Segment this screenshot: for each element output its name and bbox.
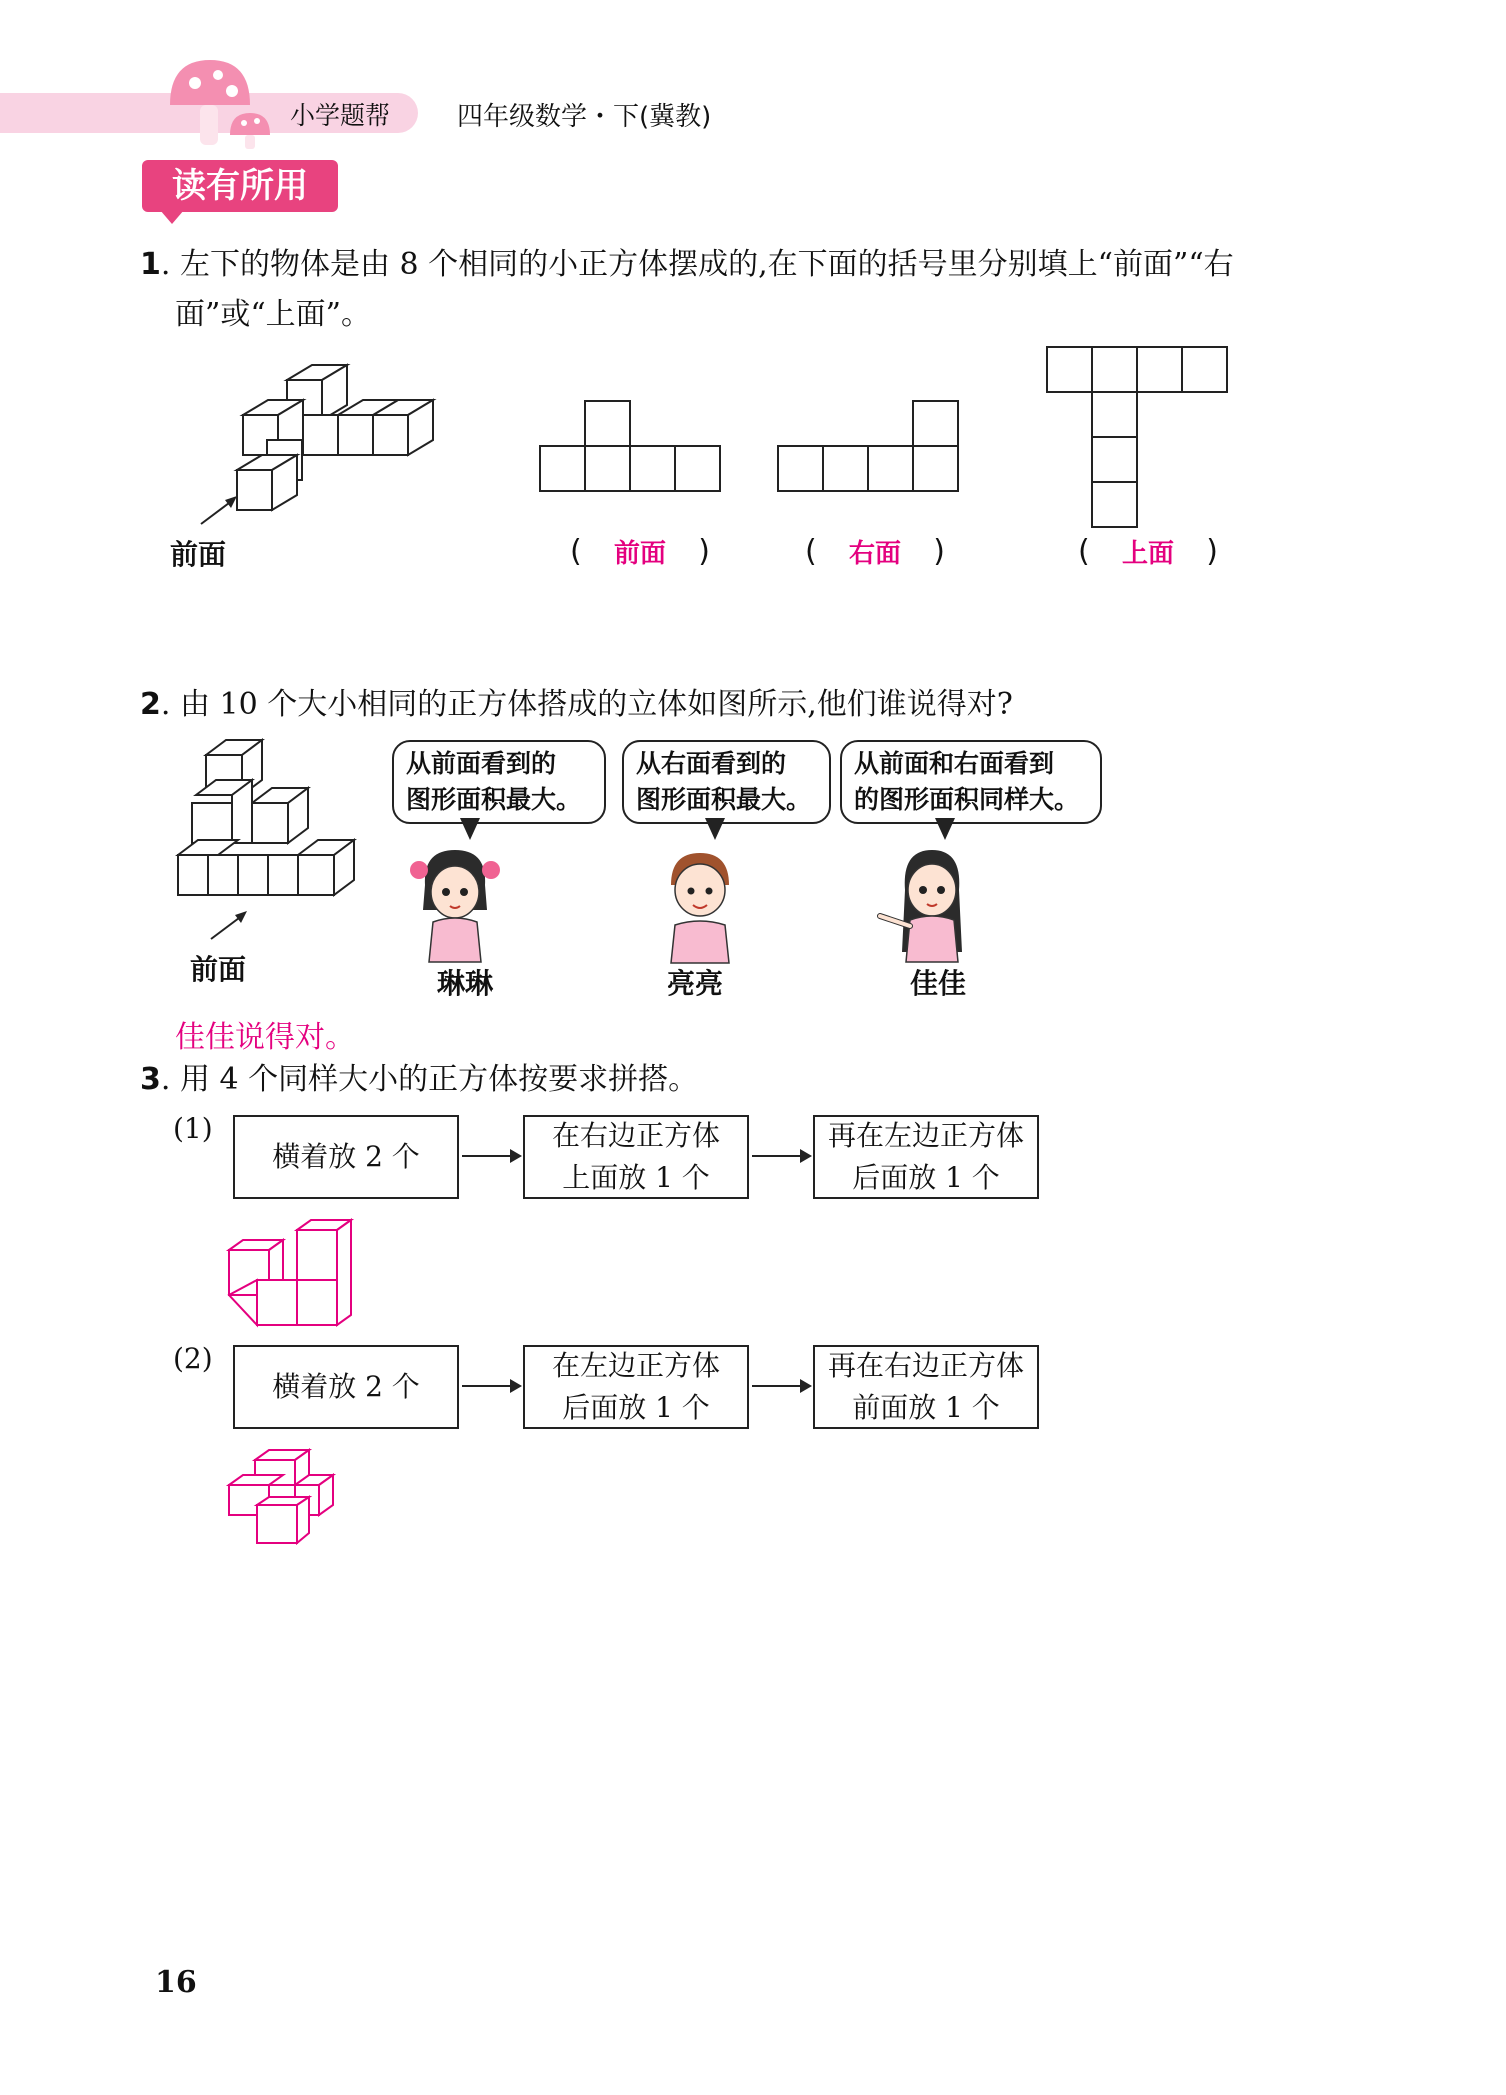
q1-answer-1: ( 前面 )	[570, 534, 710, 569]
name-liangliang: 亮亮	[667, 967, 724, 1000]
q1-answer-2-text: 右面	[848, 539, 901, 569]
q3-part1-step1	[233, 1115, 459, 1199]
speech-bubble-jiajia	[840, 740, 1102, 824]
q3-part2-step2-line1: 在左边正方体	[551, 1349, 720, 1382]
q1-answer-3: ( 上面 )	[1078, 534, 1218, 569]
q3-part2-step3	[813, 1345, 1039, 1429]
q1-line1	[140, 240, 1234, 290]
bubble-jiajia-line1: 从前面和右面看到	[854, 749, 1055, 778]
brand-label: 小学题帮	[290, 101, 391, 130]
q3-part1-arrow1-icon	[462, 1155, 520, 1157]
q3-part2-arrow2-icon	[752, 1385, 810, 1387]
q3-part2-step1	[233, 1345, 459, 1429]
bubble-linlin-line1: 从前面看到的	[406, 749, 557, 778]
bubble-tail-linlin	[460, 818, 480, 840]
page-number: 16	[155, 1965, 197, 2000]
q3-part1-step1-text: 横着放 2 个	[272, 1140, 420, 1173]
q1-front-label: 前面	[170, 538, 227, 571]
q2-text: . 由 10 个大小相同的正方体搭成的立体如图所示,他们谁说得对?	[160, 687, 1013, 722]
bubble-jiajia-line2: 的图形面积同样大。	[854, 785, 1080, 814]
section-title: 读有所用	[172, 166, 308, 206]
q3-part1-label: (1)	[173, 1112, 213, 1145]
bubble-linlin-line2: 图形面积最大。	[406, 785, 582, 814]
q2-front-label: 前面	[190, 953, 247, 986]
bubble-tail-jiajia	[935, 818, 955, 840]
q3-part1-step3	[813, 1115, 1039, 1199]
name-jiajia: 佳佳	[910, 967, 967, 1000]
bubble-liangliang-line2: 图形面积最大。	[636, 785, 812, 814]
q3-part1-arrow2-icon	[752, 1155, 810, 1157]
q1-answer-1-text: 前面	[613, 539, 666, 569]
q2-front-arrow-icon	[205, 905, 255, 945]
section-title-tail	[160, 210, 184, 224]
q3-part2-label: (2)	[173, 1342, 213, 1375]
q3-part2-step3-line1: 再在右边正方体	[827, 1349, 1024, 1382]
q2-solid-figure	[168, 735, 368, 925]
mushroom-logo-icon	[160, 55, 290, 150]
q1-answer-2: ( 右面 )	[805, 534, 945, 569]
name-linlin: 琳琳	[437, 967, 494, 1000]
q1-front-arrow-icon	[195, 490, 245, 530]
girl-jiajia-avatar	[870, 840, 990, 965]
section-title-badge	[142, 160, 338, 212]
speech-bubble-liangliang	[622, 740, 831, 824]
q3-part1-step2	[523, 1115, 749, 1199]
bubble-liangliang-line1: 从右面看到的	[636, 749, 787, 778]
boy-liangliang-avatar	[655, 845, 745, 965]
q3-part1-step3-line2: 后面放 1 个	[852, 1161, 1000, 1194]
q3-part2-answer-figure	[225, 1445, 340, 1545]
q3-part2-step2	[523, 1345, 749, 1429]
q3-part2-step3-line2: 前面放 1 个	[852, 1391, 1000, 1424]
q3-text: . 用 4 个同样大小的正方体按要求拼搭。	[160, 1062, 699, 1097]
q1-view-front	[538, 398, 722, 494]
q3-part1-step2-line1: 在右边正方体	[551, 1119, 720, 1152]
girl-linlin-avatar	[405, 840, 505, 965]
q3-part1-answer-figure	[225, 1215, 355, 1330]
q3-line	[140, 1055, 698, 1105]
bubble-tail-liangliang	[705, 818, 725, 840]
book-subtitle: 四年级数学・下(冀教)	[457, 102, 712, 132]
speech-bubble-linlin	[392, 740, 606, 824]
q1-solid-figure	[225, 360, 445, 520]
q1-view-top	[1045, 345, 1229, 530]
q3-number: 3	[140, 1062, 161, 1097]
q1-line2: 面”或“上面”。	[175, 297, 372, 332]
q3-part1-step3-line1: 再在左边正方体	[827, 1119, 1024, 1152]
q3-part2-step2-line2: 后面放 1 个	[562, 1391, 710, 1424]
q3-part1-step2-line2: 上面放 1 个	[562, 1161, 710, 1194]
q2-number: 2	[140, 687, 161, 722]
q3-part2-step1-text: 横着放 2 个	[272, 1370, 420, 1403]
q1-answer-3-text: 上面	[1121, 539, 1174, 569]
q1-text-1: . 左下的物体是由 8 个相同的小正方体摆成的,在下面的括号里分别填上“前面”“右	[160, 247, 1234, 282]
q1-view-right	[776, 398, 960, 494]
q3-part2-arrow1-icon	[462, 1385, 520, 1387]
q2-line	[140, 680, 1013, 730]
q1-number: 1	[140, 247, 161, 282]
q2-answer: 佳佳说得对。	[175, 1020, 355, 1055]
